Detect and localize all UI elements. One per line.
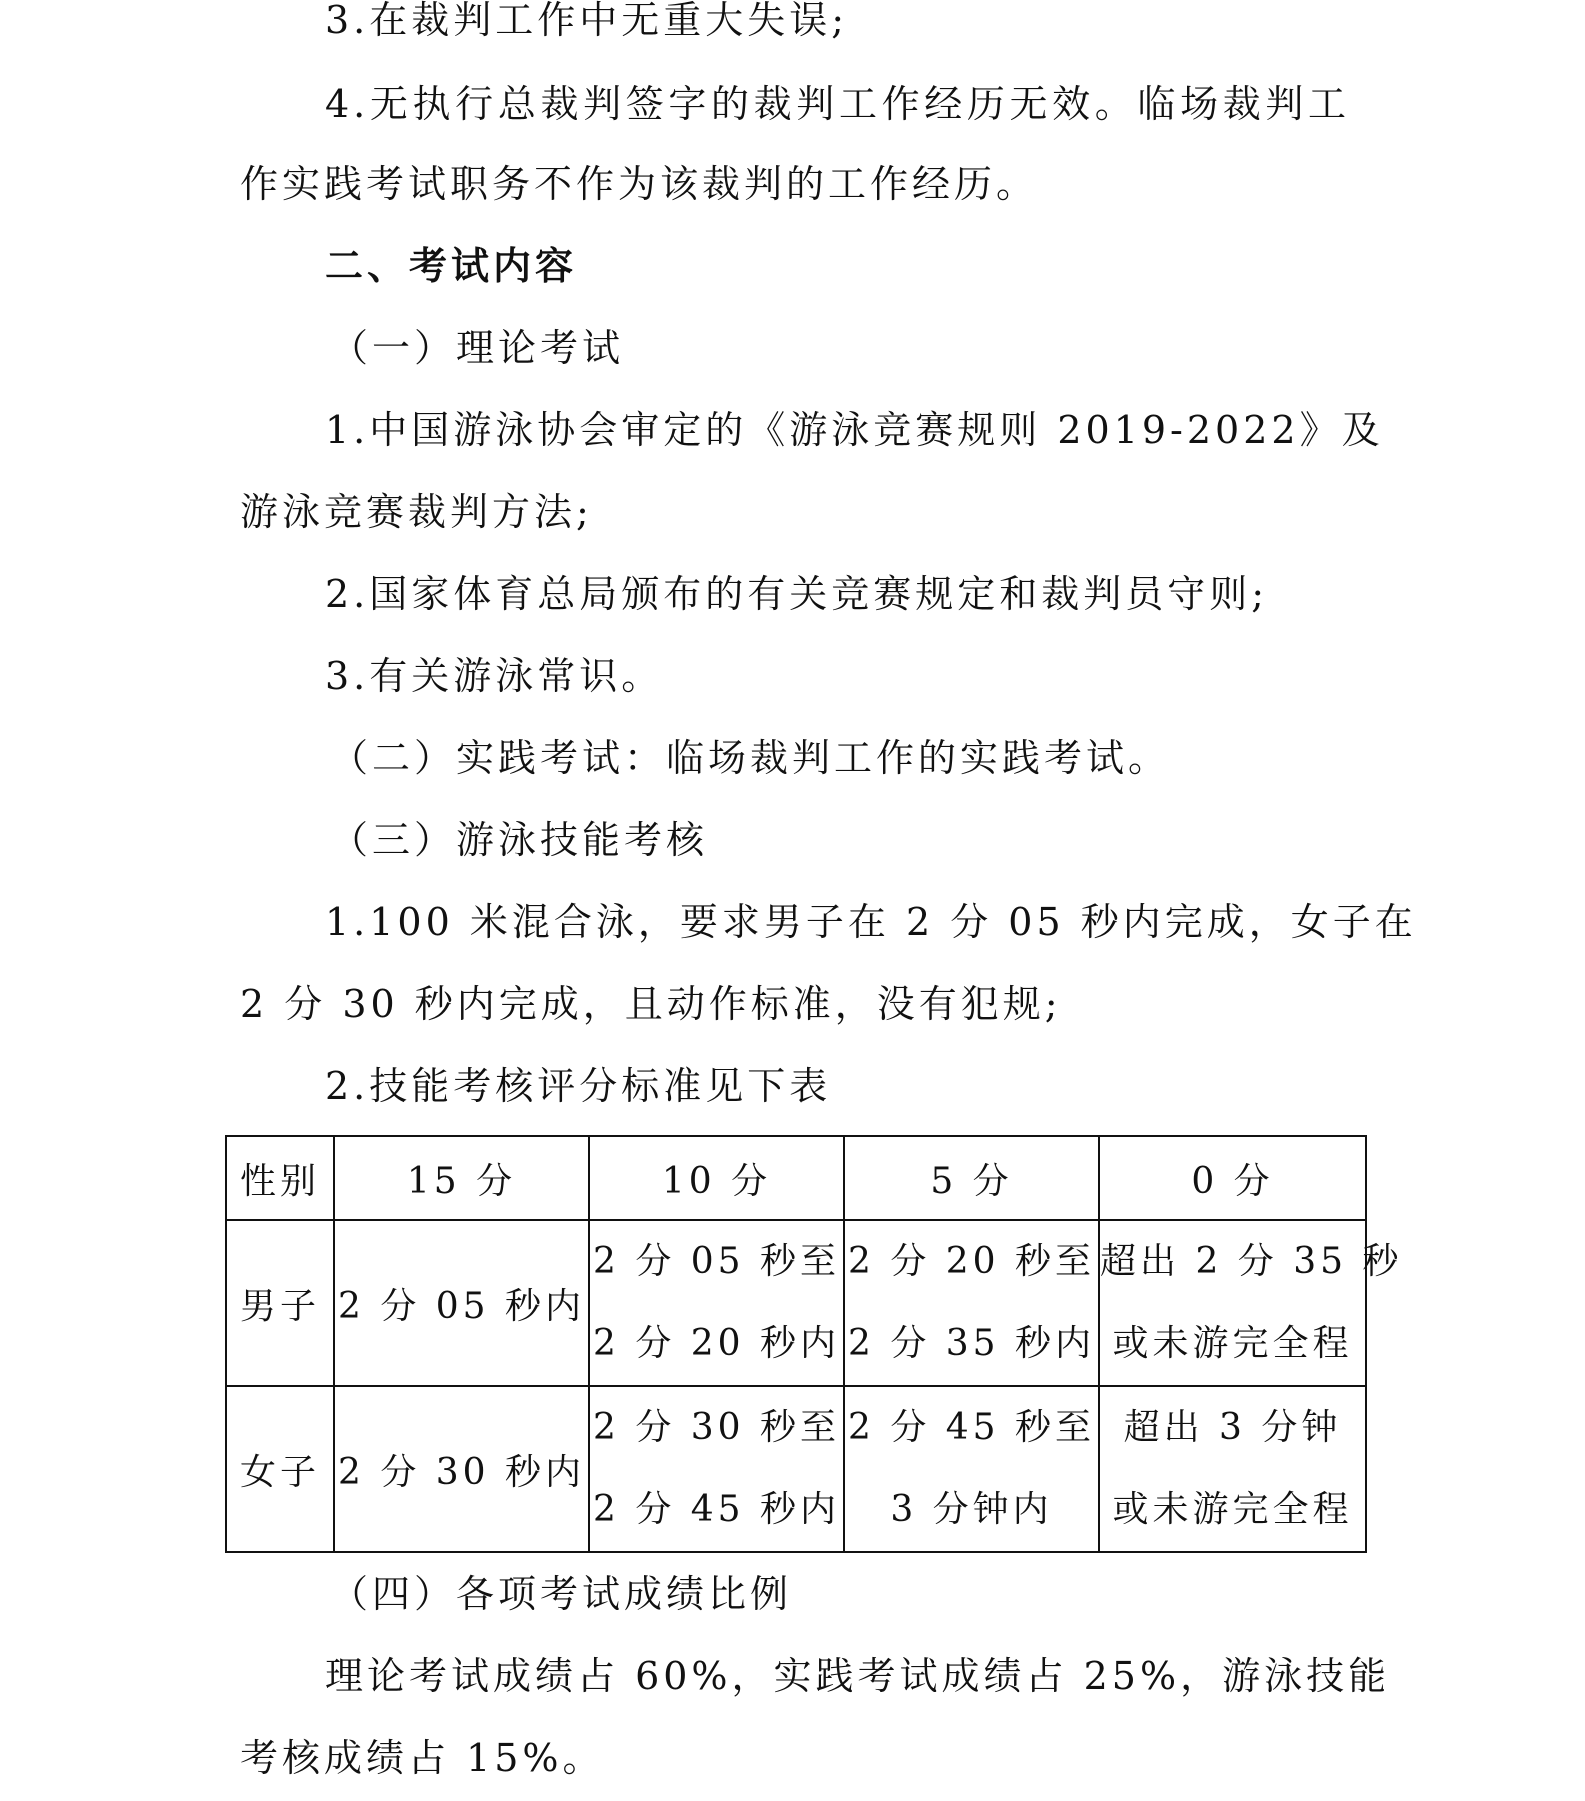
cell-female-5 xyxy=(844,1386,1099,1552)
theory-item-3: 3.有关游泳常识。 xyxy=(325,654,664,698)
cell-male-0 xyxy=(1099,1220,1403,1386)
theory-item-1-line1: 1.中国游泳协会审定的《游泳竞赛规则 2019-2022》及 xyxy=(325,408,1384,452)
header-5-points: 5 分 xyxy=(844,1136,1099,1220)
theory-item-1-line2: 游泳竞赛裁判方法; xyxy=(240,490,593,534)
header-0-points: 0 分 xyxy=(1099,1136,1366,1220)
cell-male-0-line2: 或未游完全程 xyxy=(1112,1323,1353,1364)
cell-female-10 xyxy=(589,1386,844,1552)
cell-male-10-line1: 2 分 05 秒至 xyxy=(592,1241,841,1282)
cell-gender-female: 女子 xyxy=(226,1386,334,1552)
cell-female-5-line2: 3 分钟内 xyxy=(890,1489,1053,1530)
cell-male-15: 2 分 05 秒内 xyxy=(334,1220,589,1386)
cell-female-15: 2 分 30 秒内 xyxy=(334,1386,589,1552)
section-heading-exam-content: 二、考试内容 xyxy=(325,244,578,288)
subsection-swim-skill: （三）游泳技能考核 xyxy=(330,818,709,862)
cell-male-0-line1: 超出 2 分 35 秒 xyxy=(1100,1241,1403,1282)
header-gender: 性别 xyxy=(226,1136,334,1220)
ratio-line1: 理论考试成绩占 60%，实践考试成绩占 25%，游泳技能 xyxy=(325,1654,1391,1698)
cell-male-10-line2: 2 分 20 秒内 xyxy=(592,1323,841,1364)
cell-female-0 xyxy=(1099,1386,1366,1552)
skill-item-1-line1: 1.100 米混合泳，要求男子在 2 分 05 秒内完成，女子在 xyxy=(325,900,1417,944)
cell-female-10-line2: 2 分 45 秒内 xyxy=(592,1489,841,1530)
requirement-4-line1: 4.无执行总裁判签字的裁判工作经历无效。临场裁判工 xyxy=(325,82,1350,126)
skill-item-1-line2: 2 分 30 秒内完成，且动作标准，没有犯规; xyxy=(240,982,1062,1026)
cell-female-0-line2: 或未游完全程 xyxy=(1112,1489,1353,1530)
ratio-line2: 考核成绩占 15%。 xyxy=(240,1736,605,1780)
cell-male-5 xyxy=(844,1220,1099,1386)
cell-male-10 xyxy=(589,1220,844,1386)
subsection-theory-exam: （一）理论考试 xyxy=(330,326,625,370)
table-row-male xyxy=(226,1220,1366,1386)
table-header-row xyxy=(226,1136,1366,1220)
theory-item-2: 2.国家体育总局颁布的有关竞赛规定和裁判员守则; xyxy=(325,572,1269,616)
skill-scoring-table xyxy=(225,1135,1403,1553)
cell-gender-male: 男子 xyxy=(226,1220,334,1386)
subsection-score-ratio: （四）各项考试成绩比例 xyxy=(330,1572,793,1616)
cell-female-5-line1: 2 分 45 秒至 xyxy=(847,1407,1096,1448)
cell-male-5-line2: 2 分 35 秒内 xyxy=(847,1323,1096,1364)
requirement-3: 3.在裁判工作中无重大失误; xyxy=(325,0,849,42)
header-10-points: 10 分 xyxy=(589,1136,844,1220)
cell-female-10-line1: 2 分 30 秒至 xyxy=(592,1407,841,1448)
subsection-practice-exam: （二）实践考试：临场裁判工作的实践考试。 xyxy=(330,736,1171,780)
cell-female-0-line1: 超出 3 分钟 xyxy=(1123,1407,1342,1448)
skill-item-2: 2.技能考核评分标准见下表 xyxy=(325,1064,832,1108)
requirement-4-line2: 作实践考试职务不作为该裁判的工作经历。 xyxy=(240,162,1039,206)
header-15-points: 15 分 xyxy=(334,1136,589,1220)
table-row-female xyxy=(226,1386,1366,1552)
cell-male-5-line1: 2 分 20 秒至 xyxy=(847,1241,1096,1282)
